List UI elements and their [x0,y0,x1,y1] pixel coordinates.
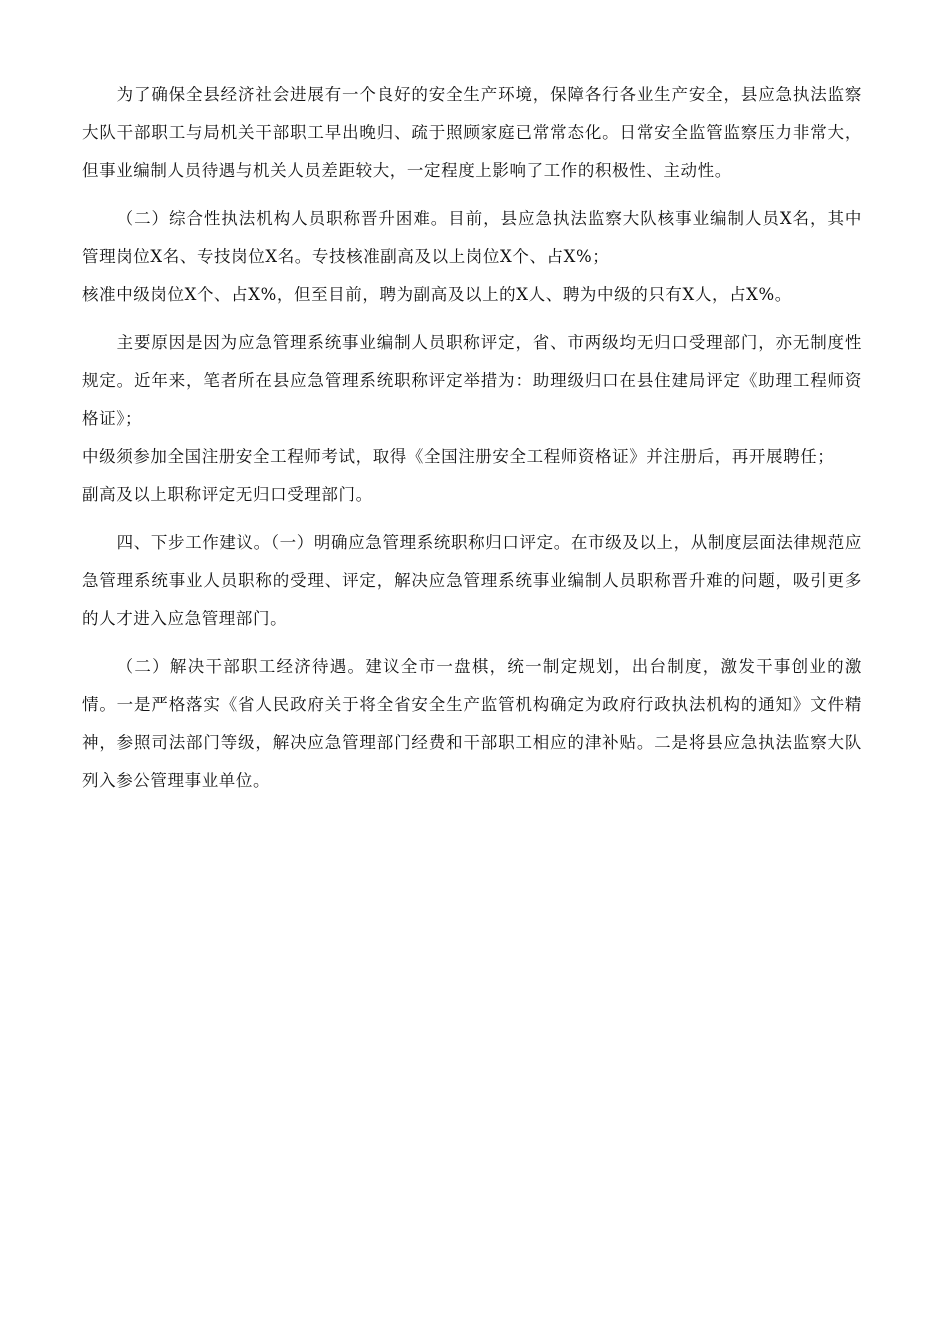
paragraph-title-promotion-difficulty: （二）综合性执法机构人员职称晋升困难。目前，县应急执法监察大队核事业编制人员X名，其中管理岗位X名、专技岗位X名。专技核准副高及以上岗位X个、占X%； [82,209,862,266]
paragraph-senior-title: 副高及以上职称评定无归口受理部门。 [82,485,373,504]
paragraph-intermediate-posts: 核准中级岗位X个、占X%，但至目前，聘为副高及以上的X人、聘为中级的只有X人，占X%。 [82,285,792,304]
document-body [82,76,862,810]
paragraph-economic-treatment: （二）解决干部职工经济待遇。建议全市一盘棋，统一制定规划，出台制度，激发干事创业的激情。一是严格落实《省人民政府关于将全省安全生产监管机构确定为政府行政执法机构的通知》文件精神，参照司法部门等级，解决应急管理部门经费和干部职工相应的津补贴。二是将县应急执法监察大队列入参公管理事业单位。 [82,657,862,790]
paragraph-work-pressure: 为了确保全县经济社会进展有一个良好的安全生产环境，保障各行各业生产安全，县应急执法监察大队干部职工与局机关干部职工早出晚归、疏于照顾家庭已常常态化。日常安全监管监察压力非常大，但事业编制人员待遇与机关人员差距较大，一定程度上影响了工作的积极性、主动性。 [82,85,862,180]
paragraph-next-step-suggestions: 四、下步工作建议。（一）明确应急管理系统职称归口评定。在市级及以上，从制度层面法律规范应急管理系统事业人员职称的受理、评定，解决应急管理系统事业编制人员职称晋升难的问题，吸引更多的人才进入应急管理部门。 [82,533,862,628]
paragraph-main-reason: 主要原因是因为应急管理系统事业编制人员职称评定，省、市两级均无归口受理部门，亦无制度性规定。近年来，笔者所在县应急管理系统职称评定举措为：助理级归口在县住建局评定《助理工程师资格证》； [82,333,862,428]
paragraph-intermediate-exam: 中级须参加全国注册安全工程师考试，取得《全国注册安全工程师资格证》并注册后，再开展聘任； [82,447,835,466]
